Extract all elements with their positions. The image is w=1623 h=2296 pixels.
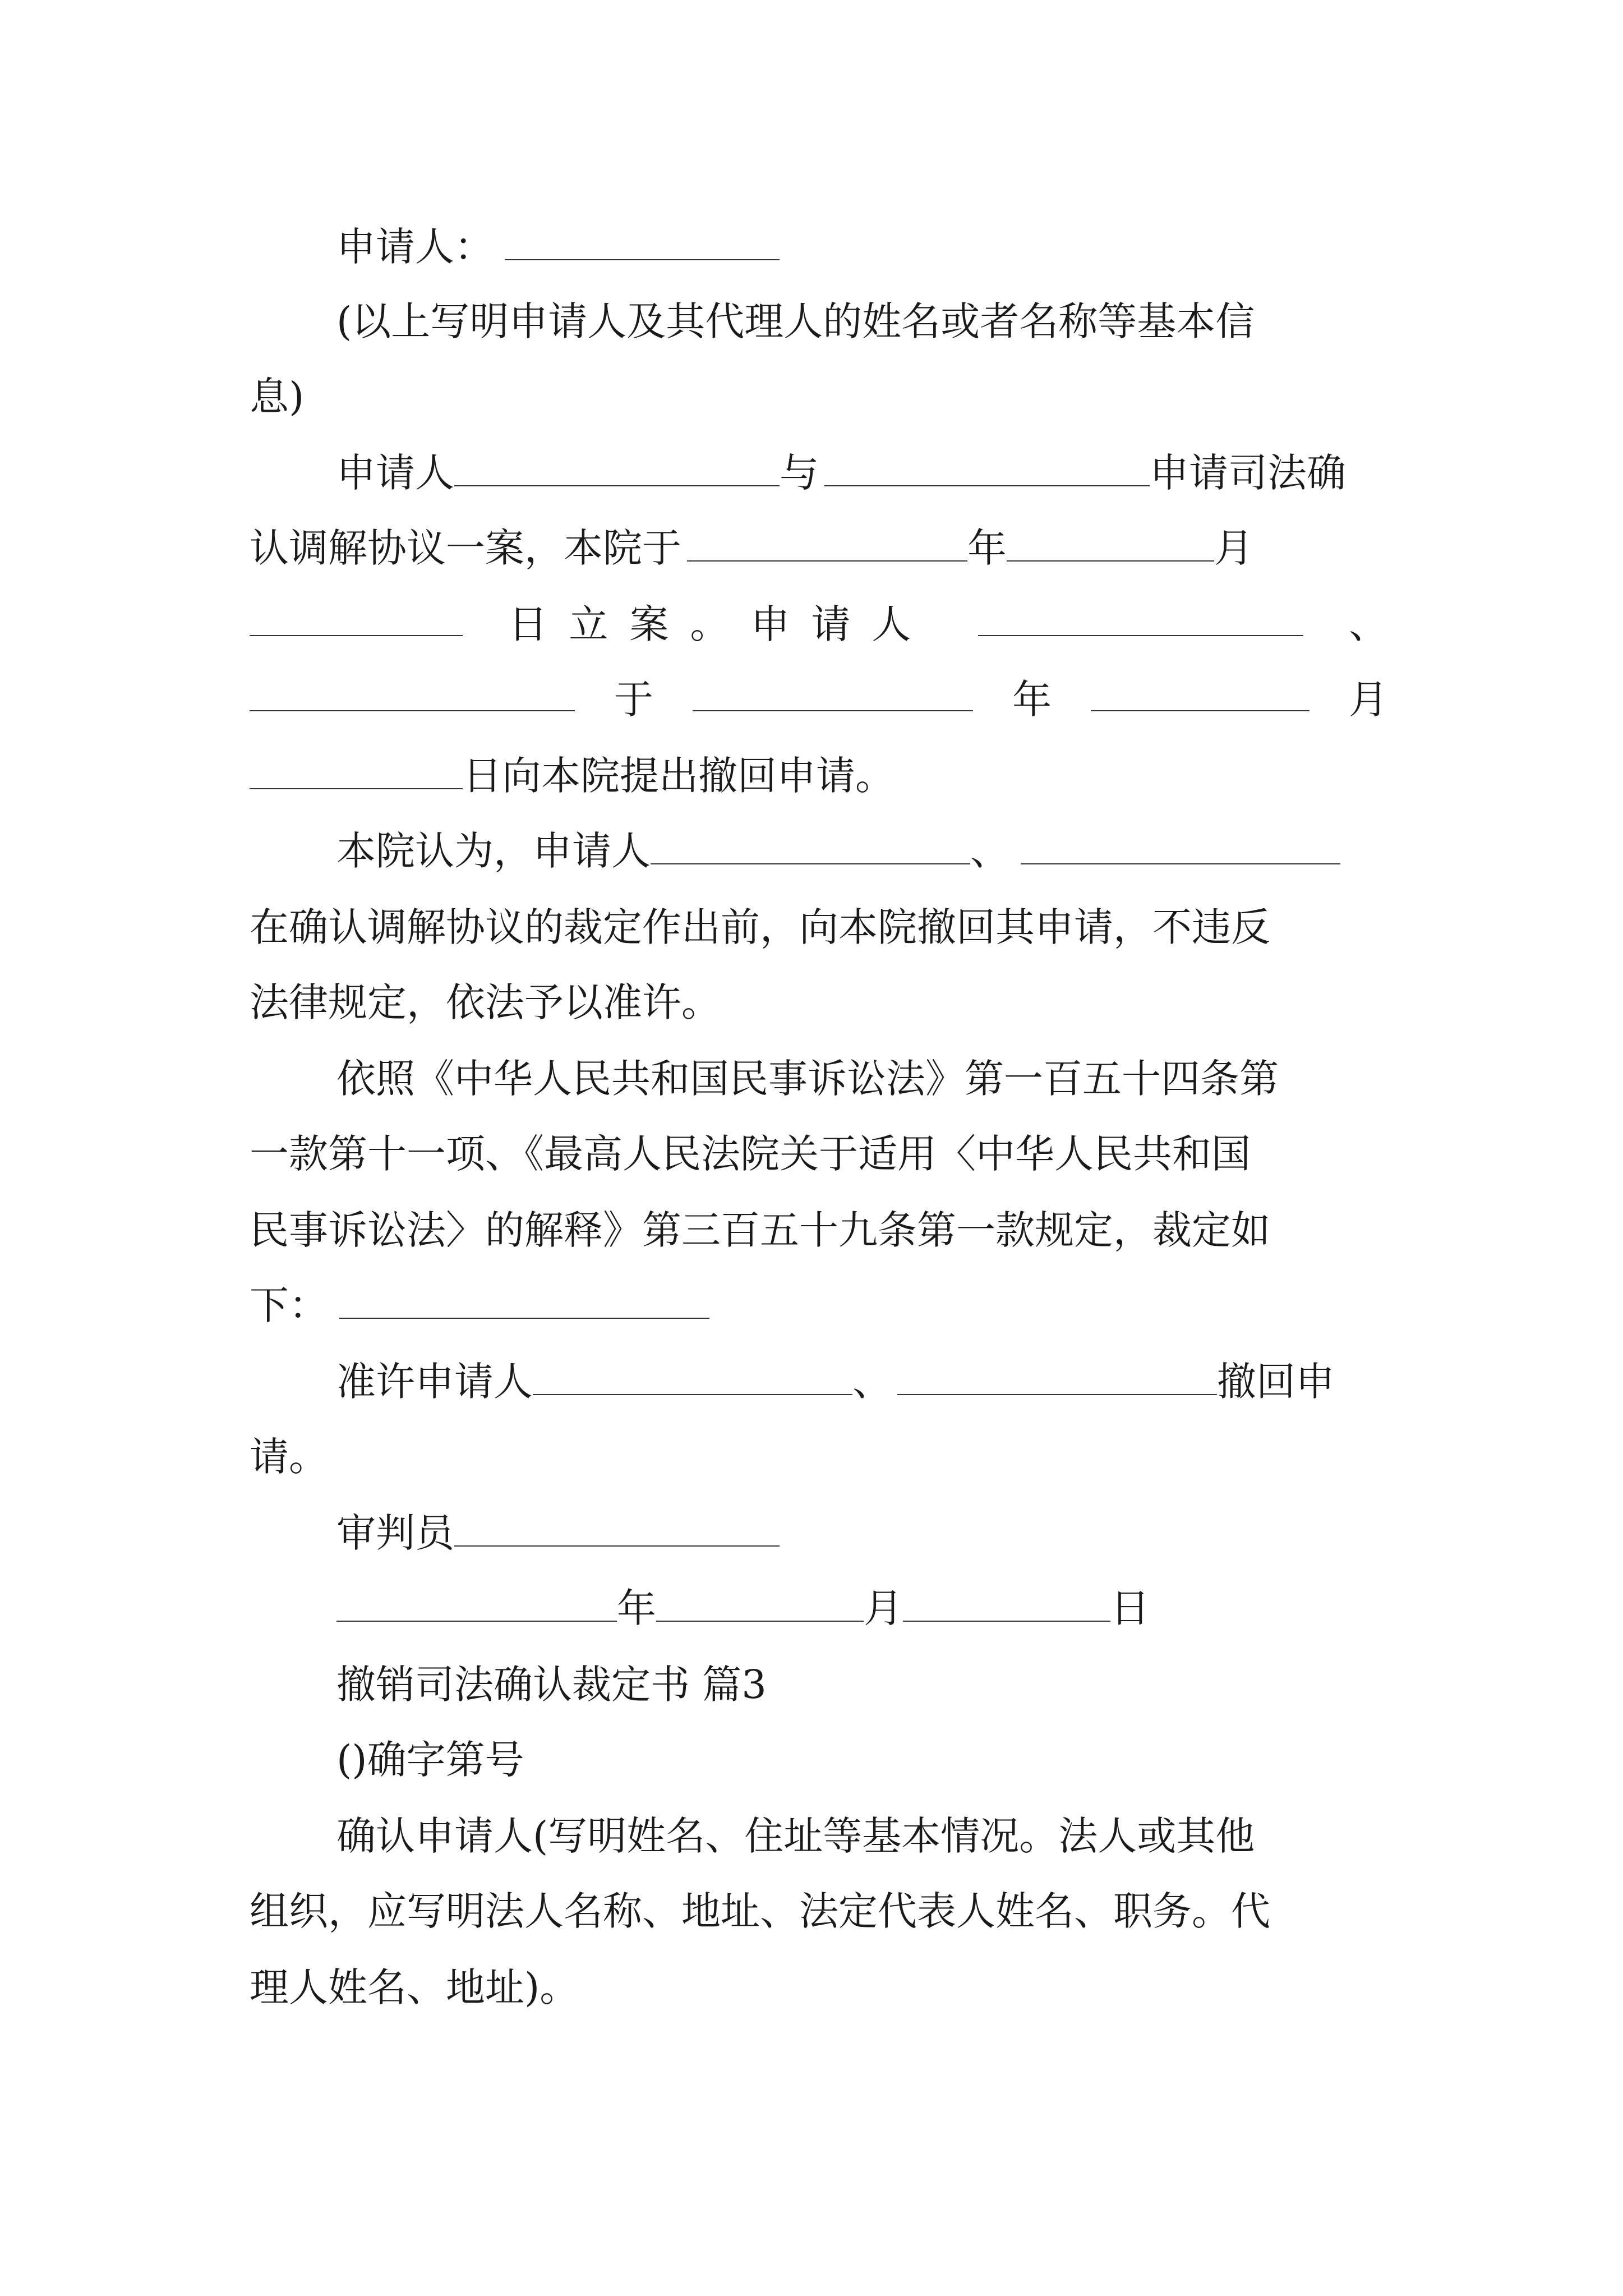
paragraph-line [250, 674, 1388, 725]
blank-field [250, 752, 463, 789]
applicant-line [336, 222, 780, 272]
text: 申请人： [336, 224, 494, 270]
text: 年 [617, 1585, 656, 1631]
paragraph-line: 组织，应写明法人名称、地址、法定代表人姓名、职务。代 [250, 1888, 1270, 1934]
blank-field [1091, 674, 1310, 711]
paragraph-line [250, 1280, 709, 1331]
blank-field [250, 674, 575, 711]
blank-field [339, 1282, 709, 1319]
text: 、 [852, 1359, 892, 1405]
text: 下： [250, 1282, 328, 1328]
text: 认调解协议一案，本院于 [250, 525, 681, 571]
blank-field [336, 1585, 617, 1622]
blank-field [903, 1585, 1110, 1622]
text: 、 [1348, 601, 1388, 647]
text: 审判员 [336, 1510, 454, 1556]
paragraph-line [336, 1356, 1335, 1407]
blank-field [978, 599, 1303, 636]
text: 准许申请人 [336, 1359, 533, 1405]
paragraph-line: 请。 [250, 1434, 328, 1480]
text: 申请司法确 [1150, 450, 1346, 496]
judge-line [336, 1508, 780, 1558]
paragraph-line: 息) [250, 374, 305, 420]
paragraph-line: 在确认调解协议的裁定作出前，向本院撤回其申请，不违反 [250, 904, 1270, 950]
blank-field [454, 1510, 780, 1547]
text: 月 [1349, 677, 1388, 723]
text: 本院认为，申请人 [336, 828, 651, 874]
blank-field [533, 1358, 852, 1395]
case-number-line: ()确字第号 [336, 1737, 524, 1783]
date-line [336, 1583, 1150, 1634]
text: 申请人 [336, 450, 454, 496]
blank-field [1007, 524, 1214, 562]
blank-field [250, 599, 463, 636]
text: 月 [864, 1585, 903, 1631]
paragraph-line: 确认申请人(写明姓名、住址等基本情况。法人或其他 [336, 1813, 1255, 1859]
paragraph-line [250, 751, 895, 801]
blank-field [454, 449, 780, 486]
paragraph-line: 民事诉讼法〉的解释》第三百五十九条第一款规定，裁定如 [250, 1207, 1270, 1253]
text: 日向本院提出撤回申请。 [463, 753, 895, 799]
text: 年 [967, 525, 1007, 571]
blank-field [824, 449, 1150, 486]
text: 于 [614, 677, 653, 723]
paragraph-line: 一款第十一项、《最高人民法院关于适用〈中华人民共和国 [250, 1131, 1251, 1177]
blank-field [651, 827, 970, 864]
blank-field [693, 674, 973, 711]
blank-field [687, 524, 967, 562]
text: 、 [970, 828, 1009, 874]
text: 年 [1012, 677, 1052, 723]
paragraph-line [250, 523, 1253, 573]
section-heading: 撤销司法确认裁定书 篇3 [336, 1662, 767, 1708]
paragraph-line: 法律规定，依法予以准许。 [250, 979, 721, 1025]
blank-field [897, 1358, 1217, 1395]
blank-field [656, 1585, 864, 1622]
paragraph-line [336, 448, 1346, 498]
text: 月 [1214, 525, 1253, 571]
paragraph-line: 理人姓名、地址)。 [250, 1964, 579, 2010]
text: 日立案。申请人 [508, 601, 933, 647]
text: 日 [1110, 1585, 1150, 1631]
blank-field [1021, 827, 1340, 864]
paragraph-line: (以上写明申请人及其代理人的姓名或者名称等基本信 [336, 298, 1255, 344]
text: 撤回申 [1217, 1359, 1335, 1405]
paragraph-line [250, 599, 1388, 650]
paragraph-line: 依照《中华人民共和国民事诉讼法》第一百五十四条第 [336, 1056, 1279, 1102]
paragraph-line [336, 826, 1340, 876]
text: 与 [780, 450, 819, 496]
blank-field [505, 223, 780, 260]
